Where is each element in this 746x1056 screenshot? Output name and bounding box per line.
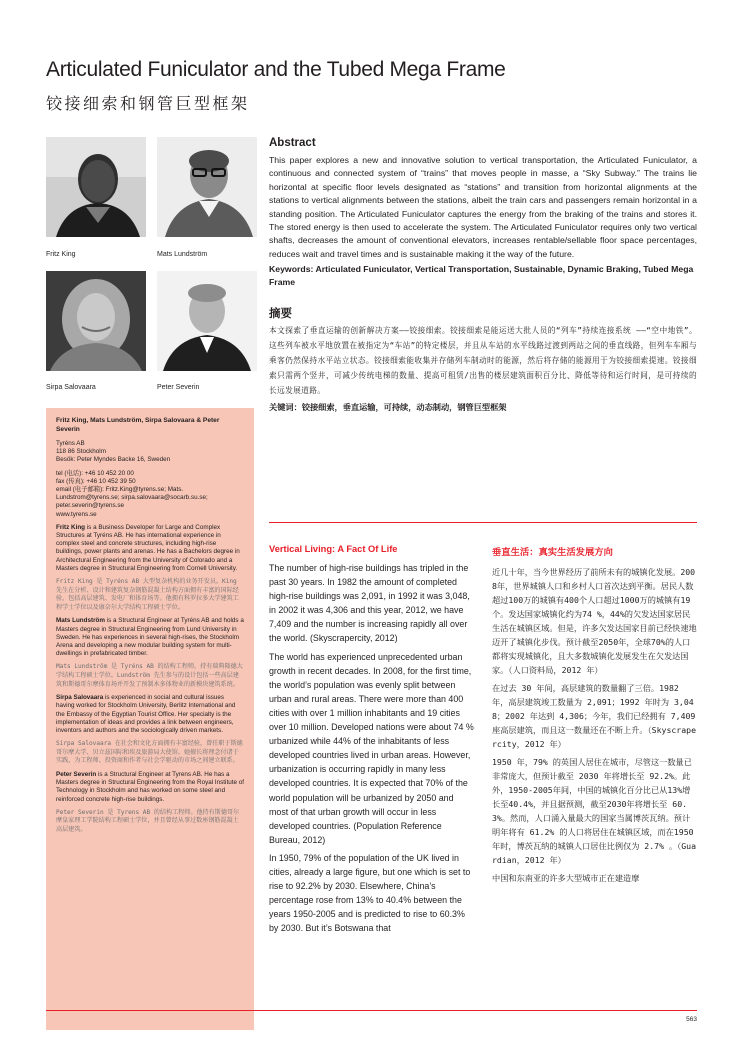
bio-contact (56, 470, 244, 519)
bio-person-name: Peter Severin (56, 771, 97, 779)
bio-contact-line: tel (电话): +46 10 452 20 00 (56, 469, 134, 477)
body-column-chinese (492, 544, 697, 889)
section-heading: Vertical Living: A Fact Of Life (269, 544, 398, 554)
author-caption: Fritz King (46, 251, 76, 258)
bio-contact-line: fax (传真): +46 10 452 39 50 (56, 477, 136, 485)
portrait-photo-icon (46, 137, 146, 237)
abstract-section (269, 137, 697, 414)
bio-person-text: is experienced in social and cultural issues having worked for Stockholm University, Berlitz International and the Embassy of the Egyptian Tourist Office. Her specialty is the implementation of ideas and provides a link between engineers, inventors and authors and the sociologically driven markets. (56, 694, 236, 735)
bio-contact-line: email (电子邮箱): Fritz.King@tyrens.se; Mats. (56, 486, 184, 494)
page-number: 563 (686, 1016, 697, 1023)
section-heading-chinese: 垂直生活：真实生活发展方向 (492, 547, 613, 558)
abstract-text: This paper explores a new and innovative solution to vertical transportation, the Articulated Funiculator, a continuous and connected system of “trains” that moves people in masse, a “Sky Subway.” The trains lie horizontal at specific floor levels designated as “stations” and transition from horizontal alignments at the stations to vertical alignments between the stations, albeit the train cars and passengers remain horizontal in a standing position. The Articulated Funiculator captures the energy from the braking of the trains and stores it. The stored energy is then used to accelerate the system. The Articulated Funiculator requires only two vertical shafts, decreases the amount of conventional elevators, increases rentable/sellable floor space percentages, reduces wait and travel times and is sustainable making it the way of the future. (269, 155, 697, 259)
body-paragraph-chinese: 中国和东南亚的许多大型城市正在建造摩 (492, 873, 640, 883)
bio-address (56, 440, 244, 465)
bio-paragraph-zh: Mats Lundström 是 Tyréns AB 的结构工程师，持有瑞典隆德大学结构工程硕士学位。Lundström 先生参与的设计包括一些高层建筑和斯德哥尔摩体育场并开发了预制木多体物业的新模块建筑系统。 (56, 663, 243, 688)
bio-person-name: Fritz King (56, 523, 86, 531)
bio-address-line: 118 86 Stockholm (56, 448, 106, 456)
bio-contact-line: Lundstrom@tyrens.se; sirpa.salovaara@socarb.su.se; (56, 494, 208, 502)
body-paragraph-chinese: 近几十年，当今世界经历了前所未有的城镇化发展。2008年，世界城镇人口和乡村人口首次达到平衡。居民人数超过100万的城镇有400个人口超过1000万的城镇有19个。发达国家城镇化约为74 %，44%的欠发达国家居民生活在城镇区域。但是，许多欠发达国家目前已经快速地迈开了城镇化步伐。预计截至2050年，全球70%的人口都将实现城镇化，且大多数城镇化发展发生在欠发达国家。（人口资料局，2012 年） (492, 567, 697, 675)
bio-contact-line: peter.severin@tyrens.se (56, 502, 124, 510)
bio-person-name: Mats Lundström (56, 617, 105, 625)
author-photo-peter-severin (157, 271, 257, 371)
bio-author-names: Fritz King, Mats Lundström, Sirpa Salovaara & Peter Severin (56, 417, 220, 433)
paper-title-chinese: 铰接细索和钢管巨型框架 (46, 94, 250, 113)
portrait-photo-icon (46, 271, 146, 371)
bio-person-name: Sirpa Salovaara (56, 694, 104, 702)
abstract-heading: Abstract (269, 137, 316, 149)
body-paragraph-chinese: 1950 年，79% 的英国人居住在城市，尽管这一数量已非常庞大，但预计截至 2030 年将增长至 92.2%。此外，1950-2005年间，中国的城镇化百分比已从13%增长至40.4%，并且据预测，截至2030年将增长至 60.3%。然而，人口涌入量最大的国家当属博茨瓦纳。预计明年将有 61.2% 的人口将居住在城镇区域，而在1950 年时，博茨瓦纳的城镇人口居住比例仅为 2.7% 。（Guardian，2012 年） (492, 757, 697, 865)
author-photo-sirpa-salovaara (46, 271, 146, 371)
bio-address-line: Besök: Peter Myndes Backe 16, Sweden (56, 456, 171, 464)
abstract-keywords: Keywords: Articulated Funiculator, Vertical Transportation, Sustainable, Dynamic Braking, Tubed Mega Frame (269, 264, 694, 287)
bio-paragraph-en (56, 617, 244, 658)
bio-contact-line[interactable]: www.tyrens.se (56, 510, 97, 518)
body-paragraph: The world has experienced unprecedented urban growth in recent decades. In 2008, for the first time, the world’s population was evenly split between urban and rural areas. There were more than 400 cities with over 1 million inhabitants and 19 cities over 10 million. Developed nations were about 74 % urbanized while 44% of the inhabitants of less developed countries lived in urban areas. However, urbanization is occurring rapidly in many less developed countries. It is expected that 70% of the world population will be urbanized by 2050 and most of that urban growth will occur in less developed countries. (Population Reference Bureau, 2012) (269, 651, 474, 845)
author-bio-box (46, 408, 254, 1030)
bio-person-text: is a Structural Engineer at Tyrens AB. He has a Masters degree in Structural Engineering from the Royal Institute of Technology in Stockholm and has worked on some steel and reinforced concrete high-rise buildings. (56, 771, 244, 803)
section-divider (269, 522, 697, 523)
author-caption: Peter Severin (157, 384, 200, 391)
portrait-photo-icon (157, 271, 257, 371)
bio-paragraph-zh: Fritz King 是 Tyréns AB 大型复杂机构的业务开发员。King 先生在分析、设计和建筑复杂钢筋混凝土结构方面拥有丰富的国际经验，包括高层建筑、发电厂和体育场等。他拥有科罗拉多大学建筑工程学士学位以及康奈尔大学结构工程硕士学位。 (56, 578, 239, 611)
body-paragraph-chinese: 在过去 30 年间，高层建筑的数量翻了三倍。1982 年，高层建筑竣工数量为 2,091；1992 年时为 3,048；2002 年达到 4,306；今年，我们已经拥有 7,409 座高层建筑，而且这一数量还在不断上升。（Skyscrapercity，2012 年） (492, 683, 697, 749)
author-caption: Sirpa Salovaara (46, 384, 96, 391)
bio-paragraph-en (56, 694, 244, 735)
author-photo-mats-lundstrom (157, 137, 257, 237)
bio-person-text: is a Structural Engineer at Tyréns AB and holds a Masters degree in Structural Engineering from Lund University in Sweden. He has experiences in several high-rises, the Stockholm Arena and developing a new modular building system for multi-dwellings in prefabricated timber. (56, 617, 244, 658)
bio-paragraph-en (56, 524, 244, 573)
bio-paragraph-en (56, 771, 244, 804)
author-photo-fritz-king (46, 137, 146, 237)
abstract-text-chinese: 本文探索了垂直运输的创新解决方案——铰接细索。铰接细索是能运送大批人员的“列车”持续连接系统 ——“空中地铁”。这些列车被水平地放置在被指定为“车站”的特定楼层，并且从车站的水平线路过渡到两站之间的垂直线路，但列车车厢与乘客仍然保持水平站立状态。铰接细索能收集并存储列车制动时的能源，然后将存储的能源用于为铰接细索提速。铰接细索只需两个竖井，可减少传统电梯的数量、提高可租赁/出售的楼层建筑面积百分比、降低等待和运行时间，是可持续的长远发展道路。 (269, 326, 697, 395)
body-paragraph: In 1950, 79% of the population of the UK lived in cities, already a large figure, but one which is set to rise to 92.2% by 2030. Elsewhere, China’s percentage rose from 13% to 40.4% between the years 1950-2005 and is predicted to rise to 60.3% by 2030. But it’s Botswana that (269, 852, 471, 934)
abstract-keywords-chinese: 关键词：铰接细索，垂直运输，可持续，动态制动，钢管巨型框架 (269, 401, 507, 412)
portrait-photo-icon (157, 137, 257, 237)
bio-paragraph-zh: Sirpa Salovaara 在社会和文化方面拥有丰富经验，曾任职于斯德哥尔摩大学、贝立兹国际和埃及旅游局大使馆。她擅长将理念付诸于实践，为工程师、投资商和作者与社会学驱动的市场之间建立联系。 (56, 740, 243, 765)
body-column-english (269, 544, 475, 939)
paper-title: Articulated Funiculator and the Tubed Mega Frame (46, 58, 506, 81)
bio-address-line: Tyréns AB (56, 440, 85, 447)
author-caption: Mats Lundström (157, 251, 208, 258)
footer-rule (46, 1010, 697, 1011)
bio-paragraph-zh: Peter Severin 是 Tyrens AB 的结构工程师。他持有斯德哥尔摩皇家理工学院结构工程硕士学位，并且曾经从事过数座钢筋混凝土高层建筑。 (56, 808, 240, 834)
abstract-heading-chinese: 摘要 (269, 306, 292, 321)
body-paragraph: The number of high-rise buildings has tripled in the past 30 years. In 1982 the amount of completed high-rise buildings was 2,091, in 1992 it was 3,048, in 2002 it was 4,306 and this year, 2012, we have 7,409 and the number is increasing rapidly all over the world. (Skyscrapercity, 2012) (269, 563, 470, 644)
bio-person-text: is a Business Developer for Large and Complex Structures at Tyréns AB. He has international experience in complex steel and concrete structures, including high-rise buildings, power plants and arenas. He has a Bachelors degree in Architectural Engineering from the University of Colorado and a Masters degree in Structural Engineering from Cornell University. (56, 523, 240, 572)
